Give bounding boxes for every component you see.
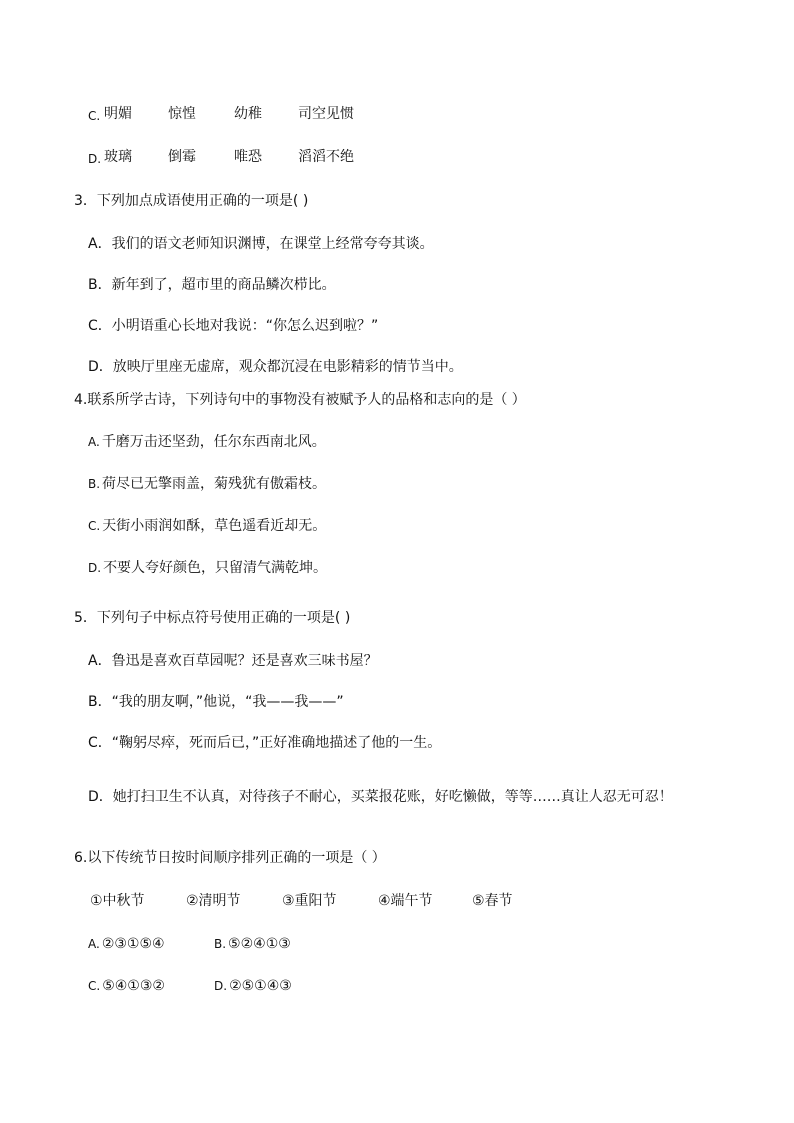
q3-option-b: B．新年到了，超市里的商品鳞次栉比。 [88, 277, 336, 293]
q5-option-d: D．她打扫卫生不认真，对待孩子不耐心，买菜报花账，好吃懒做，等等……真让人忍无可忍！ [88, 789, 673, 805]
q3-option-a: A．我们的语文老师知识渊博，在课堂上经常夸夸其谈。 [88, 236, 434, 252]
q4-stem: 4.联系所学古诗，下列诗句中的事物没有被赋予人的品格和志向的是（ ） [74, 392, 526, 408]
q6-option-b [214, 934, 291, 954]
option-label: A. [88, 937, 100, 951]
q2-d-word-3: 唯恐 [234, 149, 262, 165]
q3-option-c: C．小明语重心长地对我说：“你怎么迟到啦？” [88, 318, 379, 334]
q2-option-d [88, 149, 103, 169]
option-label: C. [88, 109, 101, 123]
option-label: D. [88, 152, 102, 166]
q6-option-a [88, 934, 165, 954]
q6-option-d [214, 976, 292, 996]
option-label: C. [88, 979, 101, 993]
festival-2: ②清明节 [186, 893, 241, 909]
q2-d-word-2: 倒霉 [168, 149, 196, 165]
q5-option-b: B．“我的朋友啊，”他说，“我——我——” [88, 694, 344, 710]
option-text: ②③①⑤④ [101, 936, 165, 952]
q2-c-word-1: 明媚 [104, 106, 132, 122]
q4-option-b [88, 474, 326, 494]
q2-option-c [88, 106, 102, 126]
option-text: ⑤④①③② [102, 978, 165, 994]
option-label: B. [214, 937, 227, 951]
option-label: D. [88, 561, 102, 575]
option-text: 荷尽已无擎雨盖，菊残犹有傲霜枝。 [102, 476, 327, 492]
q4-option-d [88, 558, 327, 578]
q4-option-c [88, 516, 326, 536]
q5-stem: 5．下列句子中标点符号使用正确的一项是( ) [74, 610, 351, 626]
option-text: 天街小雨润如酥，草色遥看近却无。 [102, 518, 327, 534]
option-text: 千磨万击还坚劲，任尔东西南北风。 [101, 434, 326, 450]
option-text: ②⑤①④③ [229, 978, 292, 994]
option-label: D. [214, 979, 228, 993]
q3-stem: 3．下列加点成语使用正确的一项是( ) [74, 193, 309, 209]
q2-d-word-4: 滔滔不绝 [298, 149, 354, 165]
festival-4: ④端午节 [378, 893, 433, 909]
festival-3: ③重阳节 [282, 893, 337, 909]
q2-c-word-4: 司空见惯 [298, 106, 354, 122]
q2-c-word-2: 惊惶 [168, 106, 196, 122]
option-label: B. [88, 477, 101, 491]
q2-c-word-3: 幼稚 [234, 106, 262, 122]
festival-1: ①中秋节 [90, 893, 145, 909]
option-text: ⑤②④①③ [228, 936, 291, 952]
festival-5: ⑤春节 [472, 893, 513, 909]
q3-option-d: D．放映厅里座无虚席，观众都沉浸在电影精彩的情节当中。 [88, 359, 463, 375]
q4-option-a [88, 432, 326, 452]
option-text: 不要人夸好颜色，只留清气满乾坤。 [103, 560, 328, 576]
q2-d-word-1: 玻璃 [104, 149, 132, 165]
option-label: C. [88, 519, 101, 533]
q6-option-c [88, 976, 165, 996]
q5-option-c: C．“鞠躬尽瘁，死而后已，”正好准确地描述了他的一生。 [88, 735, 442, 751]
q6-stem: 6.以下传统节日按时间顺序排列正确的一项是（ ） [74, 850, 386, 866]
option-label: A. [88, 435, 100, 449]
q5-option-a: A．鲁迅是喜欢百草园呢？还是喜欢三味书屋？ [88, 653, 378, 669]
